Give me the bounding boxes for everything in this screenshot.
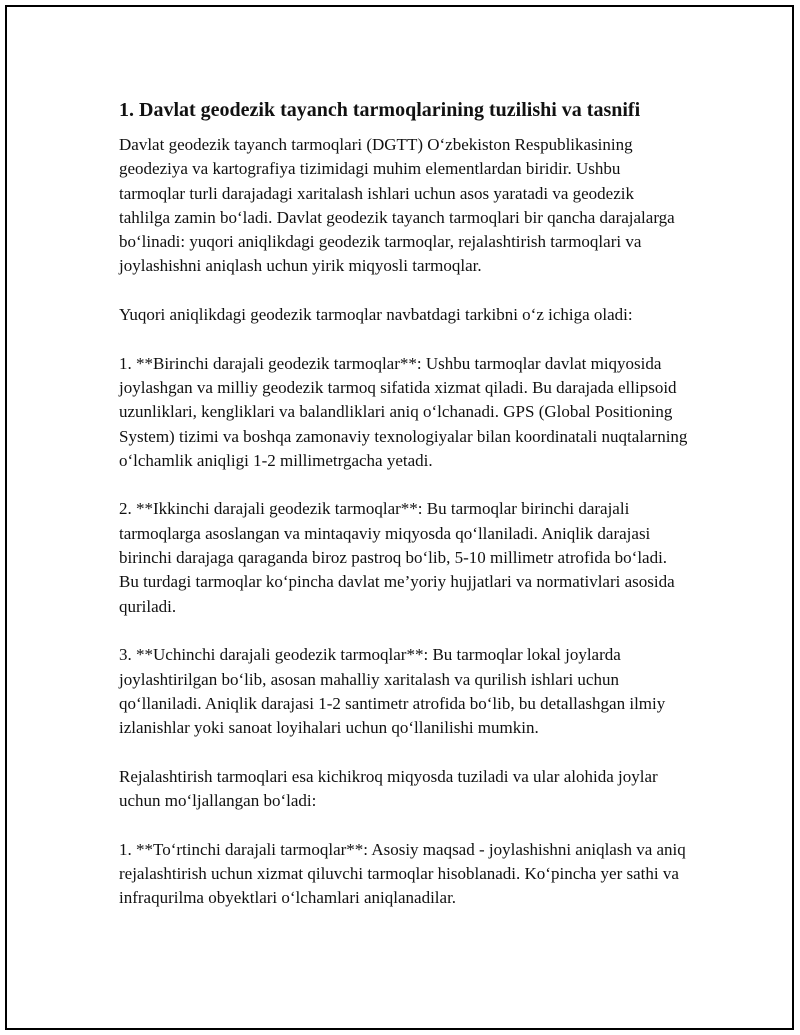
intro-paragraph: Davlat geodezik tayanch tarmoqlari (DGTT) O‘zbekiston Respublikasining geodeziya va kartografiya tizimidagi muhim elementlardan biridir. Ushbu tarmoqlar turli darajadagi xaritalash ishlari uchun asos yaratadi va geodezik tahlilga zamin bo‘ladi. Davlat geodezik tayanch tarmoqlari bir qancha darajalarga bo‘linadi: yuqori aniqlikdagi geodezik tarmoqlar, rejalashtirish tarmoqlari va joylashishni aniqlash uchun yirik miqyosli tarmoqlar. <box>119 135 675 276</box>
high-accuracy-intro-paragraph: Yuqori aniqlikdagi geodezik tarmoqlar navbatdagi tarkibni o‘z ichiga oladi: <box>119 305 633 325</box>
fourth-level-paragraph: 1. **To‘rtinchi darajali tarmoqlar**: Asosiy maqsad - joylashishni aniqlash va aniq rejalashtirish uchun xizmat qiluvchi tarmoqlar hisoblanadi. Ko‘pincha yer sathi va infraqurilma obyektlari o‘lchamlari aniqlanadilar. <box>119 839 686 908</box>
planning-networks-paragraph: Rejalashtirish tarmoqlari esa kichikroq miqyosda tuziladi va ular alohida joylar uchun mo‘ljallangan bo‘ladi: <box>119 766 658 811</box>
document-body <box>119 97 689 935</box>
first-level-paragraph: 1. **Birinchi darajali geodezik tarmoqlar**: Ushbu tarmoqlar davlat miqyosida joylashgan va milliy geodezik tarmoq sifatida xizmat qiladi. Bu darajada ellipsoid uzunliklari, kengliklari va balandliklari aniq o‘lchanadi. GPS (Global Positioning System) tizimi va boshqa zamonaviy texnologiyalar bilan koordinatali nuqtalarning o‘lchamlik aniqligi 1-2 millimetrgacha yetadi. <box>119 353 688 470</box>
third-level-paragraph: 3. **Uchinchi darajali geodezik tarmoqlar**: Bu tarmoqlar lokal joylarda joylashtirilgan bo‘lib, asosan mahalliy xaritalash va qurilish ishlari uchun qo‘llaniladi. Aniqlik darajasi 1-2 santimetr atrofida bo‘lib, bu detallashgan ilmiy izlanishlar yoki sanoat loyihalari uchun qo‘llanilishi mumkin. <box>119 645 666 738</box>
section-heading: 1. Davlat geodezik tayanch tarmoqlarining tuzilishi va tasnifi <box>119 99 641 121</box>
second-level-paragraph: 2. **Ikkinchi darajali geodezik tarmoqlar**: Bu tarmoqlar birinchi darajali tarmoqlarga asoslangan va mintaqaviy miqyosda qo‘llaniladi. Aniqlik darajasi birinchi darajaga qaraganda biroz pastroq bo‘lib, 5-10 millimetr atrofida bo‘ladi. Bu turdagi tarmoqlar ko‘pincha davlat me’yoriy hujjatlari va normativlari asosida quriladi. <box>119 499 675 616</box>
document-page <box>5 5 794 1030</box>
